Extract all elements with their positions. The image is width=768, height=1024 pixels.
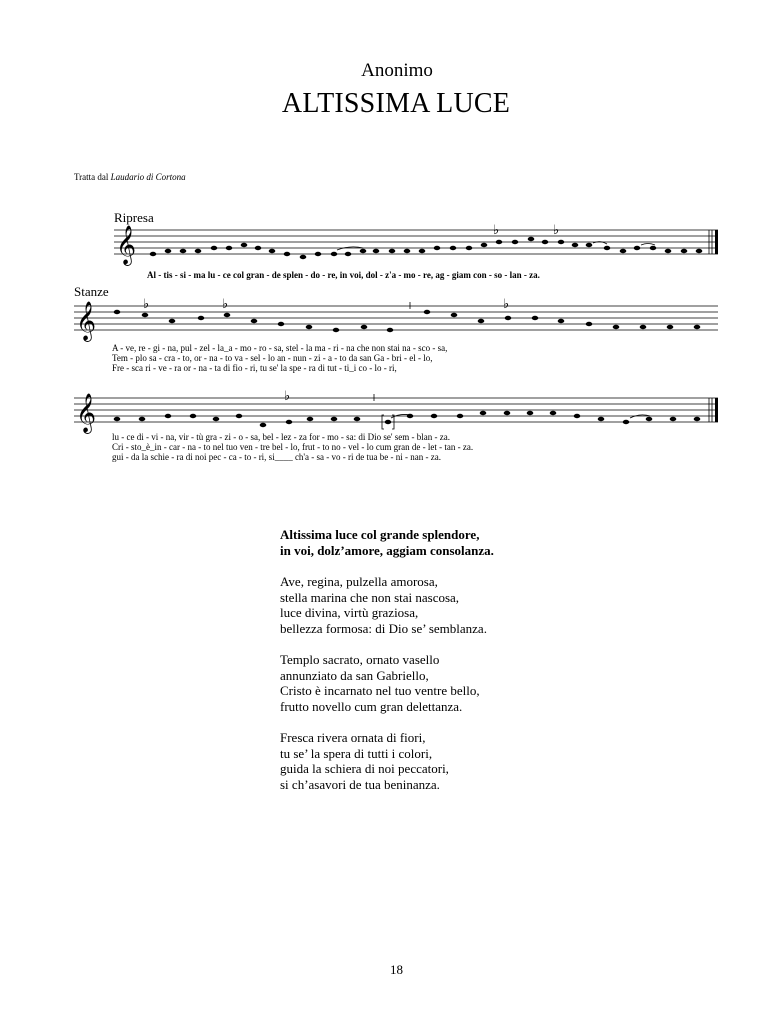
refrain-line: Altissima luce col grande splendore, xyxy=(280,527,480,542)
lyrics-ripresa: Al - tis - si - ma lu - ce col gran - de splen - do - re, in voi, dol - z'a - mo - re, ag - giam con - so - lan - za. xyxy=(147,270,540,280)
flat-sign-icon: ♭ xyxy=(143,297,150,312)
stanza-line: Fresca rivera ornata di fiori, xyxy=(280,730,426,745)
lyrics-stanze-2-line-2: Cri - sto_è_in - car - na - to nel tuo ven - tre bel - lo, frut - to no - vel - lo cum gran de - let - tan - za. xyxy=(112,442,474,452)
lyrics-stanze-1-line-3: Fre - sca ri - ve - ra or - na - ta di fio - ri, tu se' la spe - ra di tut - ti_i co - lo - ri, xyxy=(112,363,397,373)
poem-text xyxy=(280,527,700,808)
stanza-line: frutto novello cum gran delettanza. xyxy=(280,698,463,714)
stanza-3 xyxy=(280,730,700,792)
refrain xyxy=(280,527,700,558)
stanza-line: bellezza formosa: di Dio se’ semblanza. xyxy=(280,620,487,636)
stanza-line: stella marina che non stai nascosa, xyxy=(280,589,460,605)
stanza-line: Templo sacrato, ornato vasello xyxy=(280,652,440,667)
page-number: 18 xyxy=(390,962,403,977)
lyrics-stanze-2-line-3: gui - da la schie - ra di noi pec - ca - to - ri, si____ ch'a - sa - vo - ri de tua be - ni - nan - za. xyxy=(112,452,441,462)
refrain-line: in voi, dolz’amore, aggiam consolanza. xyxy=(280,542,494,558)
stanza-line: Ave, regina, pulzella amorosa, xyxy=(280,574,438,589)
source-prefix: Tratta dal xyxy=(74,172,109,182)
lyrics-stanze-2-line-1: lu - ce di - vi - na, vir - tù gra - zi - o - sa, bel - lez - za for - mo - sa: di Dio se' sem - blan - za. xyxy=(112,432,450,442)
flat-sign-icon: ♭ xyxy=(503,297,510,312)
source-work: Laudario di Cortona xyxy=(110,172,186,182)
noteheads xyxy=(114,310,701,332)
source-note xyxy=(74,172,186,182)
page-title: ALTISSIMA LUCE xyxy=(281,88,511,119)
stanza-2 xyxy=(280,652,700,714)
lyrics-stanze-1-line-1: A - ve, re - gi - na, pul - zel - la_a - mo - ro - sa, stel - la ma - ri - na che non stai na - sco - sa, xyxy=(112,343,448,353)
author: Anonimo xyxy=(361,60,433,81)
treble-clef-icon: 𝄞 xyxy=(116,225,137,265)
staff-ripresa xyxy=(0,220,768,270)
treble-clef-icon: 𝄞 xyxy=(76,393,97,433)
stanza-line: si ch’asavori de tua beninanza. xyxy=(280,776,440,792)
noteheads xyxy=(114,411,701,427)
staff-stanze-1 xyxy=(0,296,768,346)
stanze-label: Stanze xyxy=(74,284,109,299)
stanza-line: Cristo è incarnato nel tuo ventre bello, xyxy=(280,683,480,698)
treble-clef-icon: 𝄞 xyxy=(76,301,97,341)
ripresa-label: Ripresa xyxy=(114,210,154,225)
staff-stanze-2 xyxy=(0,388,768,438)
flat-sign-icon: ♭ xyxy=(553,223,560,238)
stanza-line: annunziato da san Gabriello, xyxy=(280,667,429,683)
stanza-line: luce divina, virtù graziosa, xyxy=(280,605,419,620)
stanza-line: tu se’ la spera di tutti i colori, xyxy=(280,745,433,761)
flat-sign-icon: ♭ xyxy=(222,297,229,312)
stanza-1 xyxy=(280,574,700,636)
flat-sign-icon: ♭ xyxy=(493,223,500,238)
lyrics-stanze-1-line-2: Tem - plo sa - cra - to, or - na - to va - sel - lo an - nun - zi - a - to da san Ga - bri - el - lo, xyxy=(112,353,433,363)
stanza-line: guida la schiera di noi peccatori, xyxy=(280,761,449,776)
flat-sign-icon: ♭ xyxy=(284,389,291,404)
